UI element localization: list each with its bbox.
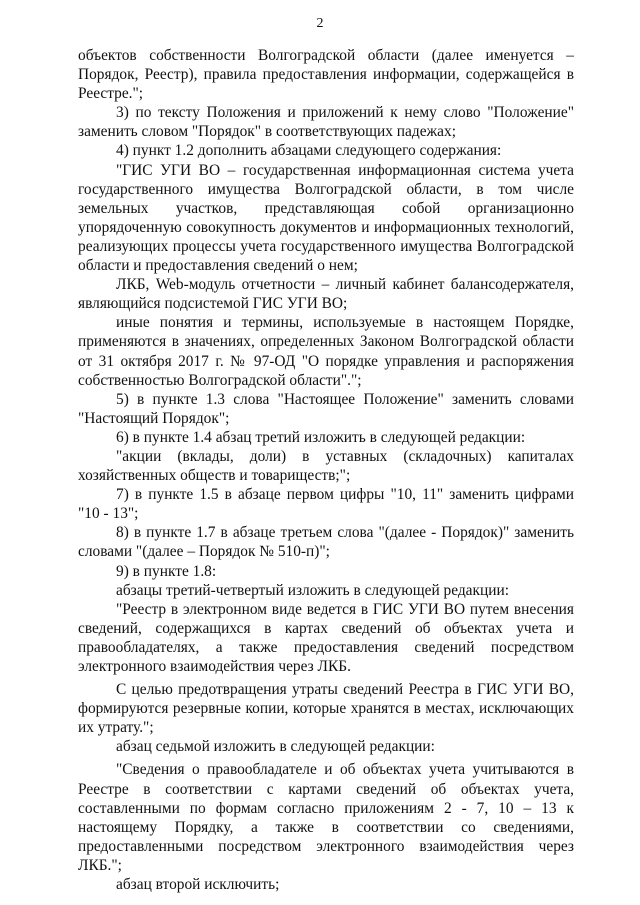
paragraph-registry-electronic: "Реестр в электронном виде ведется в ГИС УГИ ВО путем внесения сведений, содержащихся в картах сведений об объектах учета и правообладателях, а также предоставления сведений посредством электронного взаимодействия через ЛКБ. bbox=[78, 600, 574, 675]
paragraph-other-terms: иные понятия и термины, используемые в настоящем Порядке, применяются в значениях, определенных Законом Волгоградской области от 31 октября 2017 г. № 97-ОД "О порядке управления и распоряжения собственностью Волгоградской области"."; bbox=[78, 314, 574, 389]
paragraph-owner-info: "Сведения о правообладателе и об объектах учета учитываются в Реестре в соответствии с картами сведений об объектах учета, составленными по формам согласно приложениям 2 - 7, 10 – 13 к настоящему Порядку, а также в соответствии со сведениями, предоставленными посредством электронного взаимодействия через ЛКБ."; bbox=[78, 761, 574, 874]
paragraph-lkb-definition: ЛКБ, Web-модуль отчетности – личный кабинет балансодержателя, являющийся подсистемой ГИС УГИ ВО; bbox=[78, 276, 574, 313]
paragraph-item-3: 3) по тексту Положения и приложений к нему слово "Положение" заменить словом "Порядок" в соответствующих падежах; bbox=[78, 104, 574, 141]
paragraph-item-9: 9) в пункте 1.8: bbox=[116, 562, 217, 580]
paragraph-item-4: 4) пункт 1.2 дополнить абзацами следующего содержания: bbox=[116, 142, 502, 160]
document-body bbox=[78, 46, 574, 894]
paragraph-backup-copies: С целью предотвращения утраты сведений Реестра в ГИС УГИ ВО, формируются резервные копии, которые хранятся в местах, исключающих их утрату."; bbox=[78, 681, 574, 737]
paragraph-item-5: 5) в пункте 1.3 слова "Настоящее Положение" заменить словами "Настоящий Порядок"; bbox=[78, 390, 574, 427]
paragraph-gis-definition: "ГИС УГИ ВО – государственная информационная система учета государственного имущества Волгоградской области, в том числе земельных участков, представляющая собой организационно упорядоченную совокупность документов и информационных технологий, реализующих процессы учета государственного имущества Волгоградской области и предоставления сведений о нем; bbox=[78, 161, 574, 275]
paragraph-item-8: 8) в пункте 1.7 в абзаце третьем слова "(далее - Порядок)" заменить словами "(далее – Порядок № 510-п)"; bbox=[78, 524, 574, 561]
page-number: 2 bbox=[316, 16, 324, 31]
paragraph-abzac-second: абзац второй исключить; bbox=[116, 876, 280, 894]
paragraph-continuation: объектов собственности Волгоградской области (далее именуется – Порядок, Реестр), правила предоставления информации, содержащейся в Реестре."; bbox=[78, 47, 574, 103]
paragraph-shares: "акции (вклады, доли) в уставных (складочных) капиталах хозяйственных обществ и товариществ;"; bbox=[78, 447, 574, 485]
paragraph-item-7: 7) в пункте 1.5 в абзаце первом цифры "10, 11" заменить цифрами "10 - 13"; bbox=[78, 486, 574, 523]
paragraph-abzac-seventh: абзац седьмой изложить в следующей редакции: bbox=[116, 738, 435, 756]
paragraph-abzacy: абзацы третий-четвертый изложить в следующей редакции: bbox=[116, 581, 509, 599]
paragraph-item-6: 6) в пункте 1.4 абзац третий изложить в следующей редакции: bbox=[116, 428, 526, 446]
